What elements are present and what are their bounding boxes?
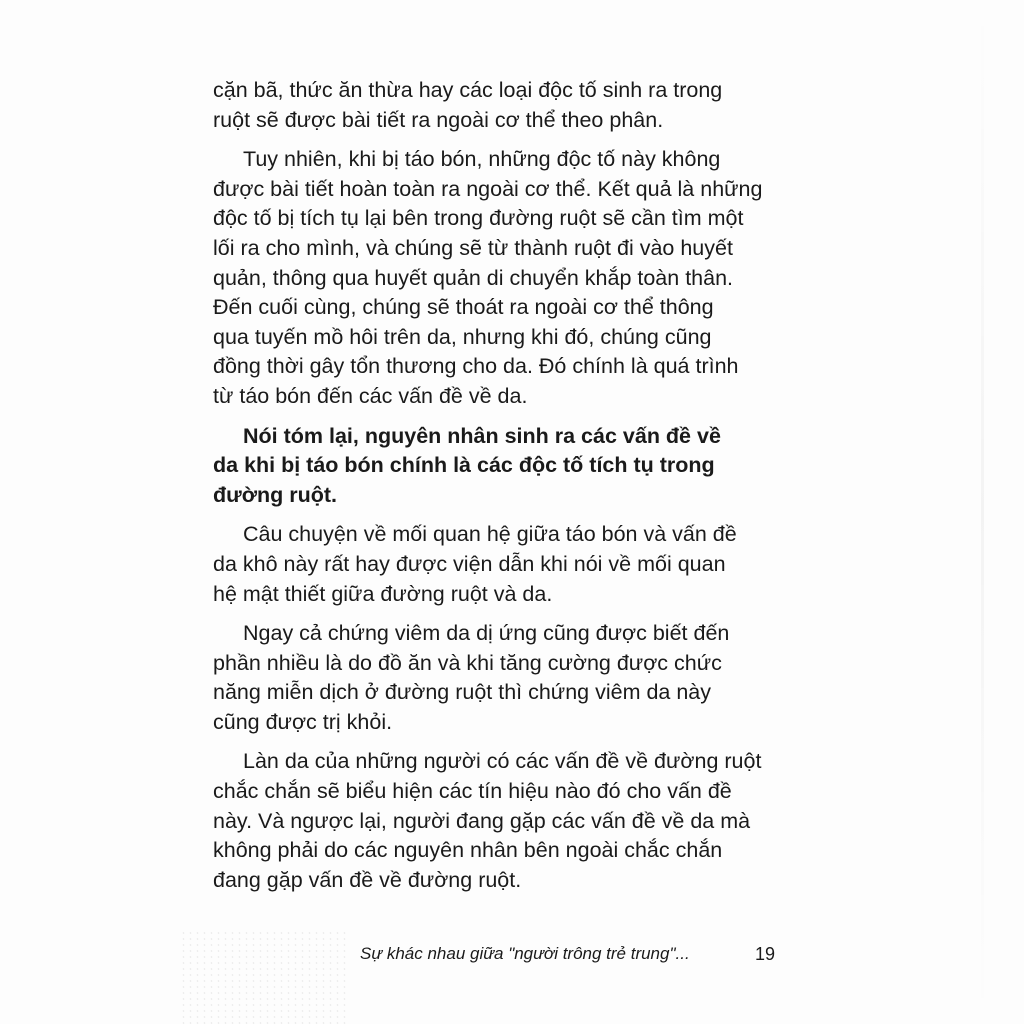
paragraph-3-bold <box>213 422 773 511</box>
body-text <box>213 76 773 895</box>
text-line: Nói tóm lại, nguyên nhân sinh ra các vấn đề về <box>243 423 721 448</box>
text-line: cũng được trị khỏi. <box>213 709 393 734</box>
text-line: đường ruột. <box>213 482 337 507</box>
text-line: da khi bị táo bón chính là các độc tố tích tụ trong <box>213 453 715 478</box>
text-line: năng miễn dịch ở đường ruột thì chứng viêm da này <box>213 680 712 705</box>
text-line: Làn da của những người có các vấn đề về đường ruột <box>243 749 762 774</box>
text-line: cặn bã, thức ăn thừa hay các loại độc tố sinh ra trong <box>213 78 723 102</box>
text-line: Tuy nhiên, khi bị táo bón, những độc tố này không <box>243 147 721 172</box>
text-line: hệ mật thiết giữa đường ruột và da. <box>213 581 553 606</box>
text-line: lối ra cho mình, và chúng sẽ từ thành ruột đi vào huyết <box>213 235 733 260</box>
text-line: Đến cuối cùng, chúng sẽ thoát ra ngoài cơ thể thông <box>213 295 714 320</box>
text-line: từ táo bón đến các vấn đề về da. <box>213 383 528 408</box>
text-line: quản, thông qua huyết quản di chuyển khắp toàn thân. <box>213 265 734 290</box>
text-line: đang gặp vấn đề về đường ruột. <box>213 867 522 892</box>
text-line: được bài tiết hoàn toàn ra ngoài cơ thể. Kết quả là những <box>213 176 763 201</box>
text-line: phần nhiều là do đồ ăn và khi tăng cường được chức <box>213 650 722 675</box>
paragraph-2 <box>213 145 773 411</box>
text-line: qua tuyến mồ hôi trên da, nhưng khi đó, chúng cũng <box>213 324 712 349</box>
text-line: không phải do các nguyên nhân bên ngoài chắc chắn <box>213 838 723 863</box>
scan-edge-shadow <box>981 0 984 1024</box>
text-line: này. Và ngược lại, người đang gặp các vấn đề về da mà <box>213 808 751 833</box>
paragraph-4 <box>213 520 773 609</box>
text-line: ruột sẽ được bài tiết ra ngoài cơ thể theo phân. <box>213 107 664 132</box>
text-line: độc tố bị tích tụ lại bên trong đường ruột sẽ cần tìm một <box>213 206 744 231</box>
text-line: da khô này rất hay được viện dẫn khi nói về mối quan <box>213 551 726 576</box>
text-line: chắc chắn sẽ biểu hiện các tín hiệu nào đó cho vấn đề <box>213 779 732 804</box>
text-line: đồng thời gây tổn thương cho da. Đó chính là quá trình <box>213 354 739 379</box>
text-line: Ngay cả chứng viêm da dị ứng cũng được biết đến <box>243 621 730 646</box>
running-head: Sự khác nhau giữa "người trông trẻ trung"... <box>360 944 690 963</box>
page-number: 19 <box>755 944 776 964</box>
paragraph-5 <box>213 619 773 737</box>
paragraph-1 <box>213 76 773 135</box>
text-line: Câu chuyện về mối quan hệ giữa táo bón và vấn đề <box>243 522 737 547</box>
scan-noise <box>180 930 350 1024</box>
paragraph-6 <box>213 747 773 895</box>
